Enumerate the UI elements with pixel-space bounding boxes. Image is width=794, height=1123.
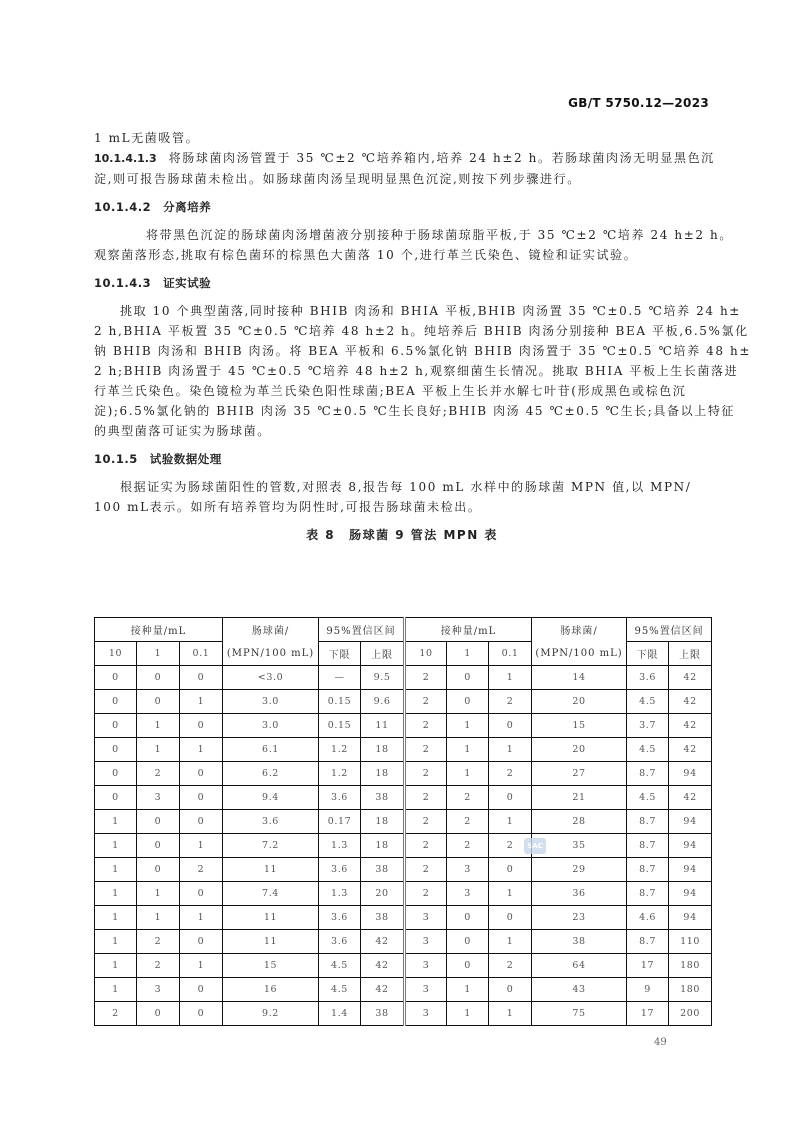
table-row [95, 786, 712, 810]
section-title: 试验数据处理 [149, 452, 222, 466]
cell-vol-10: 1 [95, 954, 137, 978]
cell-vol-1: 3 [137, 786, 180, 810]
cell-lower-limit: 1.4 [319, 1002, 361, 1026]
cell-mpn-value: 15 [532, 714, 627, 738]
cell-vol-1: 3 [447, 882, 489, 906]
cell-vol-0-1: 1 [489, 930, 532, 954]
cell-vol-10: 0 [95, 666, 137, 690]
cell-upper-limit: 94 [669, 834, 712, 858]
cell-vol-1: 0 [137, 810, 180, 834]
section-title: 分离培养 [163, 200, 212, 214]
cell-vol-10: 1 [95, 930, 137, 954]
cell-vol-10: 2 [405, 810, 447, 834]
cell-lower-limit: 0.15 [319, 690, 361, 714]
cell-vol-0-1: 0 [180, 714, 223, 738]
cell-mpn-value: 6.1 [223, 738, 319, 762]
paragraph-line: 钠 BHIB 肉汤和 BHIB 肉汤。将 BEA 平板和 6.5%氯化钠 BHIB 肉汤置于 35 ℃±0.5 ℃培养 48 h± [94, 344, 751, 358]
cell-lower-limit: 1.2 [319, 738, 361, 762]
cell-lower-limit: 17 [627, 954, 669, 978]
paragraph-line: 观察菌落形态,挑取有棕色菌环的棕黑色大菌落 10 个,进行革兰氏染色、镜检和证实试验。 [94, 248, 638, 262]
paragraph-line: 挑取 10 个典型菌落,同时接种 BHIB 肉汤和 BHIA 平板,BHIB 肉汤置 35 ℃±0.5 ℃培养 24 h± [120, 304, 741, 318]
cell-upper-limit: 180 [669, 954, 712, 978]
cell-vol-0-1: 2 [489, 834, 532, 858]
cell-vol-10: 2 [405, 834, 447, 858]
cell-vol-0-1: 2 [489, 690, 532, 714]
cell-vol-1: 1 [137, 738, 180, 762]
header-confidence-interval: 95%置信区间 [627, 618, 712, 642]
cell-mpn-value: 20 [532, 690, 627, 714]
cell-vol-0-1: 0 [180, 1002, 223, 1026]
cell-vol-1: 2 [137, 930, 180, 954]
table-label: 表 8 [306, 528, 336, 542]
cell-upper-limit: 18 [361, 762, 405, 786]
table-row [95, 1002, 712, 1026]
section-title: 证实试验 [163, 276, 212, 290]
table-header-row [95, 618, 712, 642]
cell-lower-limit: 4.5 [627, 738, 669, 762]
table-row [95, 810, 712, 834]
cell-vol-1: 1 [447, 1002, 489, 1026]
cell-vol-10: 2 [405, 714, 447, 738]
cell-vol-10: 2 [405, 858, 447, 882]
cell-upper-limit: 94 [669, 906, 712, 930]
paragraph-line: 2 h;BHIB 肉汤置于 45 ℃±0.5 ℃培养 48 h±2 h,观察细菌生长情况。挑取 BHIA 平板上生长菌落进 [94, 364, 739, 378]
cell-vol-10: 0 [95, 738, 137, 762]
clause-text: 将肠球菌肉汤管置于 35 ℃±2 ℃培养箱内,培养 24 h±2 h。若肠球菌肉汤无明显黑色沉 [168, 151, 715, 165]
cell-lower-limit: 4.6 [627, 906, 669, 930]
cell-mpn-value: 16 [223, 978, 319, 1002]
cell-vol-0-1: 0 [489, 978, 532, 1002]
cell-mpn-value: 27 [532, 762, 627, 786]
cell-vol-1: 2 [447, 810, 489, 834]
cell-vol-0-1: 2 [180, 858, 223, 882]
header-volume-10: 10 [95, 642, 137, 666]
cell-upper-limit: 11 [361, 714, 405, 738]
cell-mpn-value: 29 [532, 858, 627, 882]
cell-vol-1: 0 [137, 834, 180, 858]
cell-upper-limit: 42 [669, 714, 712, 738]
cell-vol-10: 3 [405, 906, 447, 930]
header-lower: 下限 [627, 642, 669, 666]
cell-upper-limit: 180 [669, 978, 712, 1002]
cell-mpn-value: 75 [532, 1002, 627, 1026]
cell-vol-10: 2 [405, 666, 447, 690]
cell-vol-0-1: 1 [489, 738, 532, 762]
cell-vol-0-1: 1 [489, 810, 532, 834]
header-confidence-interval: 95%置信区间 [319, 618, 405, 642]
standard-number: GB/T 5750.12—2023 [568, 96, 709, 110]
cell-lower-limit: 8.7 [627, 858, 669, 882]
paragraph-line: 根据证实为肠球菌阳性的管数,对照表 8,报告每 100 mL 水样中的肠球菌 MPN 值,以 MPN/ [120, 480, 692, 494]
cell-mpn-value: 11 [223, 930, 319, 954]
cell-upper-limit: 38 [361, 1002, 405, 1026]
cell-vol-1: 2 [447, 786, 489, 810]
section-number: 10.1.4.3 [94, 276, 152, 290]
cell-vol-1: 1 [137, 714, 180, 738]
cell-vol-1: 0 [447, 666, 489, 690]
header-inoculum: 接种量/mL [95, 618, 223, 642]
cell-vol-10: 2 [405, 762, 447, 786]
cell-mpn-value: 43 [532, 978, 627, 1002]
header-mpn-unit: (MPN/100 mL) [532, 642, 627, 666]
cell-upper-limit: 20 [361, 882, 405, 906]
cell-vol-10: 3 [405, 954, 447, 978]
table-row [95, 834, 712, 858]
cell-lower-limit: 3.6 [319, 786, 361, 810]
cell-upper-limit: 38 [361, 858, 405, 882]
cell-mpn-value: 21 [532, 786, 627, 810]
continued-line: 1 mL无菌吸管。 [94, 131, 200, 145]
header-mpn-unit: (MPN/100 mL) [223, 642, 319, 666]
cell-vol-0-1: 0 [489, 858, 532, 882]
table-row [95, 762, 712, 786]
cell-vol-0-1: 0 [180, 930, 223, 954]
cell-mpn-value: 38 [532, 930, 627, 954]
cell-upper-limit: 42 [669, 738, 712, 762]
cell-mpn-value: 11 [223, 858, 319, 882]
cell-mpn-value: 23 [532, 906, 627, 930]
clause-text-line: 淀,则可报告肠球菌未检出。如肠球菌肉汤呈现明显黑色沉淀,则按下列步骤进行。 [94, 172, 581, 186]
cell-lower-limit: 8.7 [627, 882, 669, 906]
cell-vol-10: 0 [95, 786, 137, 810]
cell-vol-1: 0 [137, 690, 180, 714]
header-mpn: 肠球菌/ [532, 618, 627, 642]
cell-vol-1: 1 [447, 762, 489, 786]
cell-vol-1: 2 [137, 762, 180, 786]
cell-lower-limit: 4.5 [627, 690, 669, 714]
clause-number: 10.1.4.1.3 [94, 152, 157, 165]
section-number: 10.1.5 [94, 452, 138, 466]
cell-upper-limit: 200 [669, 1002, 712, 1026]
table-row [95, 858, 712, 882]
table-row [95, 954, 712, 978]
cell-vol-1: 0 [137, 1002, 180, 1026]
table-row [95, 690, 712, 714]
cell-mpn-value: 9.2 [223, 1002, 319, 1026]
table-row [95, 882, 712, 906]
mpn-table-container [94, 617, 711, 1026]
cell-lower-limit: 1.3 [319, 834, 361, 858]
cell-vol-10: 1 [95, 834, 137, 858]
cell-vol-10: 3 [405, 1002, 447, 1026]
page-number: 49 [654, 1037, 667, 1048]
cell-vol-0-1: 0 [180, 882, 223, 906]
cell-vol-0-1: 1 [180, 834, 223, 858]
section-number: 10.1.4.2 [94, 200, 152, 214]
cell-mpn-value: 15 [223, 954, 319, 978]
cell-vol-10: 2 [405, 738, 447, 762]
header-volume-1: 1 [137, 642, 180, 666]
cell-lower-limit: 3.6 [319, 858, 361, 882]
cell-upper-limit: 94 [669, 762, 712, 786]
cell-lower-limit: 4.5 [319, 954, 361, 978]
cell-lower-limit: 9 [627, 978, 669, 1002]
cell-lower-limit: 1.2 [319, 762, 361, 786]
cell-lower-limit: 3.6 [627, 666, 669, 690]
cell-upper-limit: 42 [361, 930, 405, 954]
cell-lower-limit: 8.7 [627, 762, 669, 786]
cell-mpn-value: 36 [532, 882, 627, 906]
cell-vol-0-1: 0 [180, 810, 223, 834]
cell-vol-1: 0 [447, 690, 489, 714]
cell-vol-10: 0 [95, 714, 137, 738]
paragraph-line: 淀);6.5%氯化钠的 BHIB 肉汤 35 ℃±0.5 ℃生长良好;BHIB 肉汤 45 ℃±0.5 ℃生长;具备以上特征 [94, 404, 736, 418]
section-heading-10-1-4-2 [94, 197, 710, 217]
cell-upper-limit: 38 [361, 786, 405, 810]
table-row [95, 930, 712, 954]
cell-lower-limit: 3.6 [319, 906, 361, 930]
cell-lower-limit: 0.15 [319, 714, 361, 738]
cell-mpn-value: 14 [532, 666, 627, 690]
cell-vol-10: 3 [405, 978, 447, 1002]
header-upper: 上限 [669, 642, 712, 666]
cell-upper-limit: 94 [669, 882, 712, 906]
cell-vol-0-1: 1 [180, 690, 223, 714]
cell-mpn-value: 35 [532, 834, 627, 858]
cell-vol-0-1: 1 [180, 954, 223, 978]
cell-vol-10: 1 [95, 882, 137, 906]
cell-vol-10: 1 [95, 978, 137, 1002]
header-upper: 上限 [361, 642, 405, 666]
cell-lower-limit: 1.3 [319, 882, 361, 906]
table-row [95, 978, 712, 1002]
cell-vol-0-1: 1 [489, 1002, 532, 1026]
header-volume-0-1: 0.1 [489, 642, 532, 666]
cell-lower-limit: 8.7 [627, 810, 669, 834]
cell-vol-10: 2 [405, 882, 447, 906]
cell-upper-limit: 18 [361, 834, 405, 858]
clause-10-1-4-1-3 [94, 148, 715, 169]
cell-vol-1: 1 [137, 882, 180, 906]
cell-vol-1: 0 [447, 906, 489, 930]
cell-vol-0-1: 2 [489, 762, 532, 786]
paragraph-line: 2 h,BHIA 平板置 35 ℃±0.5 ℃培养 48 h±2 h。纯培养后 BHIB 肉汤分别接种 BEA 平板,6.5%氯化 [94, 324, 749, 338]
cell-mpn-value: 7.2 [223, 834, 319, 858]
cell-upper-limit: 18 [361, 810, 405, 834]
cell-vol-0-1: 1 [489, 882, 532, 906]
table-row [95, 666, 712, 690]
cell-vol-1: 3 [137, 978, 180, 1002]
cell-lower-limit: 4.5 [627, 786, 669, 810]
section-heading-10-1-4-3 [94, 273, 710, 293]
cell-vol-1: 2 [447, 834, 489, 858]
cell-upper-limit: 42 [669, 786, 712, 810]
table-row [95, 738, 712, 762]
cell-vol-1: 1 [447, 978, 489, 1002]
section-heading-10-1-5 [94, 449, 710, 469]
cell-vol-0-1: 0 [180, 786, 223, 810]
table-row [95, 714, 712, 738]
cell-vol-0-1: 1 [180, 738, 223, 762]
cell-vol-0-1: 1 [180, 906, 223, 930]
cell-upper-limit: 9.5 [361, 666, 405, 690]
cell-vol-10: 2 [405, 690, 447, 714]
cell-upper-limit: 42 [669, 690, 712, 714]
cell-vol-0-1: 0 [180, 762, 223, 786]
cell-mpn-value: 28 [532, 810, 627, 834]
cell-mpn-value: 11 [223, 906, 319, 930]
paragraph-line: 将带黑色沉淀的肠球菌肉汤增菌液分别接种于肠球菌琼脂平板,于 35 ℃±2 ℃培养 24 h±2 h。 [146, 228, 733, 242]
cell-vol-10: 2 [405, 786, 447, 810]
cell-vol-1: 0 [447, 954, 489, 978]
cell-lower-limit: 17 [627, 1002, 669, 1026]
cell-vol-10: 0 [95, 690, 137, 714]
cell-vol-0-1: 0 [489, 906, 532, 930]
cell-upper-limit: 42 [669, 666, 712, 690]
cell-vol-1: 1 [447, 714, 489, 738]
cell-mpn-value: 20 [532, 738, 627, 762]
header-lower: 下限 [319, 642, 361, 666]
cell-upper-limit: 9.6 [361, 690, 405, 714]
cell-lower-limit: 3.7 [627, 714, 669, 738]
cell-vol-0-1: 2 [489, 954, 532, 978]
cell-lower-limit: 4.5 [319, 978, 361, 1002]
table-title: 肠球菌 9 管法 MPN 表 [349, 528, 498, 542]
cell-vol-10: 1 [95, 810, 137, 834]
cell-lower-limit: — [319, 666, 361, 690]
cell-mpn-value: 7.4 [223, 882, 319, 906]
cell-vol-10: 1 [95, 858, 137, 882]
paragraph-line: 的典型菌落可证实为肠球菌。 [94, 424, 271, 438]
table-subheader-row [95, 642, 712, 666]
cell-lower-limit: 3.6 [319, 930, 361, 954]
cell-vol-1: 3 [447, 858, 489, 882]
cell-vol-0-1: 0 [180, 978, 223, 1002]
cell-vol-1: 0 [137, 666, 180, 690]
paragraph-line: 100 mL表示。如所有培养管均为阴性时,可报告肠球菌未检出。 [94, 500, 482, 514]
cell-mpn-value: 64 [532, 954, 627, 978]
header-volume-1: 1 [447, 642, 489, 666]
cell-lower-limit: 8.7 [627, 930, 669, 954]
header-volume-10: 10 [405, 642, 447, 666]
cell-upper-limit: 94 [669, 858, 712, 882]
cell-vol-10: 0 [95, 762, 137, 786]
header-inoculum: 接种量/mL [405, 618, 532, 642]
table-caption [94, 525, 710, 545]
sac-watermark-logo: SAC [524, 838, 546, 854]
paragraph-line: 行革兰氏染色。染色镜检为革兰氏染色阳性球菌;BEA 平板上生长并水解七叶苷(形成黑色或棕色沉 [94, 384, 687, 398]
cell-vol-0-1: 0 [489, 786, 532, 810]
header-mpn: 肠球菌/ [223, 618, 319, 642]
cell-vol-10: 3 [405, 930, 447, 954]
cell-mpn-value: 9.4 [223, 786, 319, 810]
cell-vol-0-1: 0 [489, 714, 532, 738]
cell-vol-10: 1 [95, 906, 137, 930]
cell-vol-1: 1 [137, 906, 180, 930]
cell-upper-limit: 42 [361, 954, 405, 978]
table-row [95, 906, 712, 930]
cell-upper-limit: 18 [361, 738, 405, 762]
cell-vol-1: 1 [447, 738, 489, 762]
cell-lower-limit: 0.17 [319, 810, 361, 834]
cell-upper-limit: 38 [361, 906, 405, 930]
cell-vol-1: 2 [137, 954, 180, 978]
cell-lower-limit: 8.7 [627, 834, 669, 858]
cell-upper-limit: 42 [361, 978, 405, 1002]
cell-vol-0-1: 0 [180, 666, 223, 690]
cell-mpn-value: 3.0 [223, 690, 319, 714]
cell-vol-1: 0 [447, 930, 489, 954]
cell-mpn-value: 6.2 [223, 762, 319, 786]
cell-upper-limit: 94 [669, 810, 712, 834]
header-volume-0-1: 0.1 [180, 642, 223, 666]
cell-mpn-value: <3.0 [223, 666, 319, 690]
cell-mpn-value: 3.6 [223, 810, 319, 834]
cell-vol-0-1: 1 [489, 666, 532, 690]
cell-vol-1: 0 [137, 858, 180, 882]
mpn-table [94, 617, 712, 1026]
cell-upper-limit: 110 [669, 930, 712, 954]
cell-mpn-value: 3.0 [223, 714, 319, 738]
document-body [94, 128, 751, 545]
cell-vol-10: 2 [95, 1002, 137, 1026]
